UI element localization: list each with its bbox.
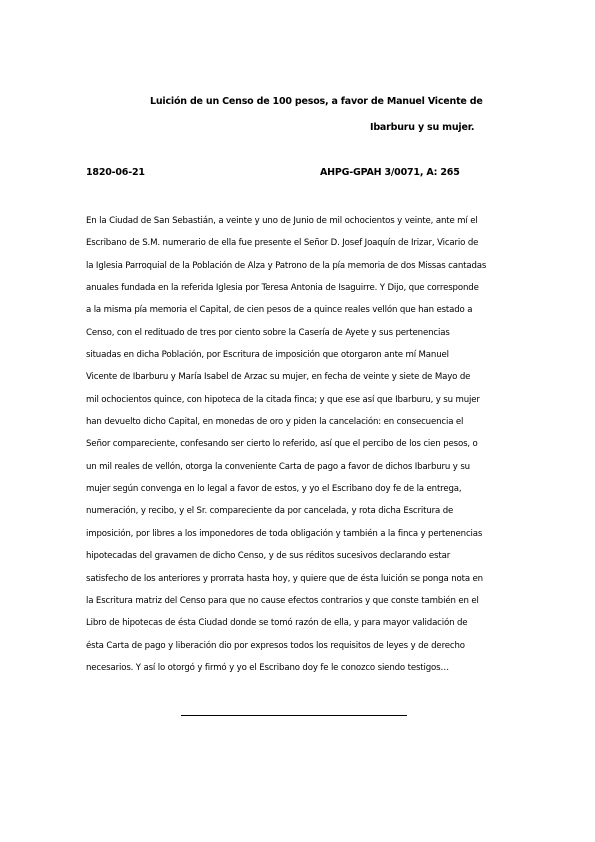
body-line: ésta Carta de pago y liberación dio por expresos todos los requisitos de leyes y de derecho [86, 640, 465, 651]
body-line: imposición, por libres a los imponedores de toda obligación y también a la finca y pertenencias [86, 528, 483, 539]
body-line: Escribano de S.M. numerario de ella fue presente el Señor D. Josef Joaquín de Irizar, Vicario de [86, 238, 479, 249]
body-line: numeración, y recibo, y el Sr. compareciente da por cancelada, y rota dicha Escritura de [86, 506, 454, 517]
document-body [86, 210, 516, 679]
body-line: mil ochocientos quince, con hipoteca de la citada finca; y que ese así que Ibarburu, y su mujer [86, 394, 480, 405]
body-line: hipotecadas del gravamen de dicho Censo, y de sus réditos sucesivos declarando estar [86, 551, 451, 562]
signature-line [181, 715, 407, 716]
body-line: Censo, con el redituado de tres por ciento sobre la Casería de Ayete y sus pertenencias [86, 327, 450, 338]
body-line: mujer según convenga en lo legal a favor de estos, y yo el Escribano doy fe de la entrega, [86, 484, 462, 495]
body-line: Vicente de Ibarburu y María Isabel de Arzac su mujer, en fecha de veinte y siete de Mayo de [86, 372, 471, 383]
body-line: situadas en dicha Población, por Escritura de imposición que otorgaron ante mí Manuel [86, 350, 449, 361]
body-line: satisfecho de los anteriores y prorrata hasta hoy, y quiere que de ésta luición se ponga nota en [86, 573, 483, 584]
body-line: la Escritura matriz del Censo para que no cause efectos contrarios y que conste también en el [86, 595, 479, 606]
body-line: necesarios. Y así lo otorgó y firmó y yo el Escribano doy fe le conozco siendo testigos… [86, 662, 449, 673]
body-line: a la misma pía memoria el Capital, de cien pesos de a quince reales vellón que han estado a [86, 305, 473, 316]
body-line: Señor compareciente, confesando ser cierto lo referido, así que el percibo de los cien pesos, o [86, 439, 478, 450]
body-line: En la Ciudad de San Sebastián, a veinte y uno de Junio de mil ochocientos y veinte, ante mí el [86, 216, 478, 226]
body-line: la Iglesia Parroquial de la Población de Alza y Patrono de la pía memoria de dos Missas cantadas [86, 260, 487, 271]
body-line: Libro de hipotecas de ésta Ciudad donde se tomó razón de ella, y para mayor validación de [86, 618, 468, 629]
document-date: 1820-06-21 [86, 167, 145, 178]
archive-reference: AHPG-GPAH 3/0071, A: 265 [320, 167, 460, 178]
body-line: anuales fundada en la referida Iglesia por Teresa Antonia de Isaguirre. Y Dijo, que corresponde [86, 283, 479, 294]
document-title-line-1: Luición de un Censo de 100 pesos, a favor de Manuel Vicente de [150, 96, 483, 107]
document-title-line-2: Ibarburu y su mujer. [370, 122, 475, 133]
body-line: han devuelto dicho Capital, en monedas de oro y piden la cancelación: en consecuencia el [86, 417, 464, 428]
body-line: un mil reales de vellón, otorga la conveniente Carta de pago a favor de dichos Ibarburu y su [86, 461, 470, 472]
